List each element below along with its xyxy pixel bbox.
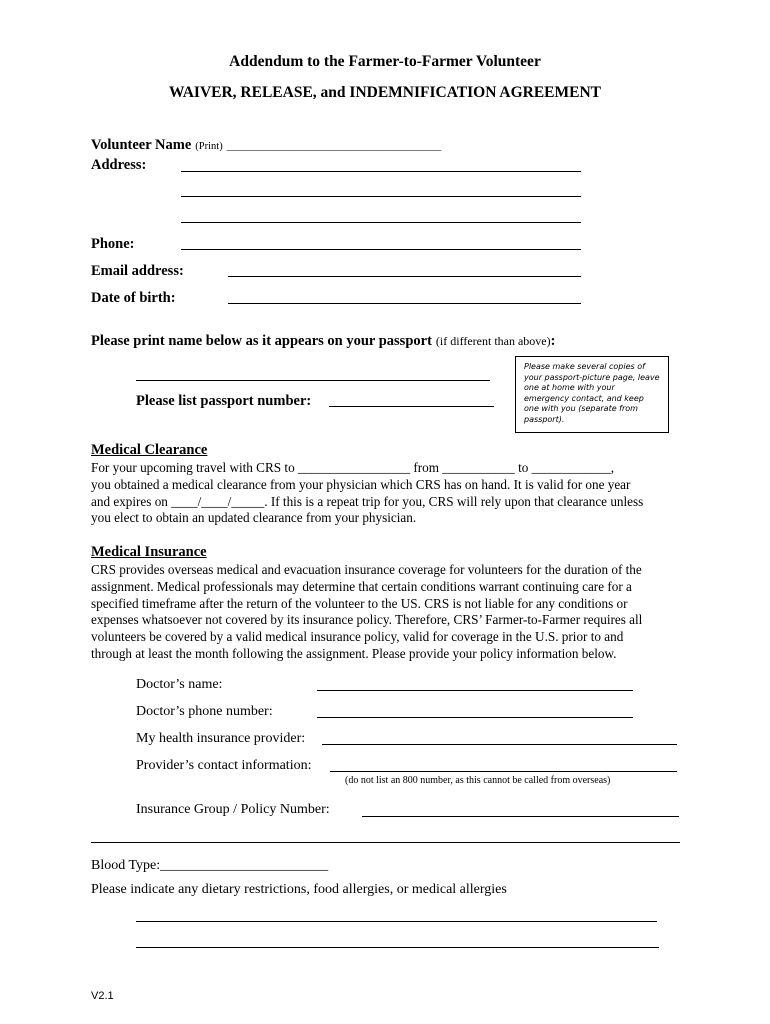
passport-copies-note: Please make several copies of your passport-picture page, leave one at home with your emergency contact, and keep one with you (separate from passport). — [515, 356, 669, 433]
medical-insurance-line: volunteers be covered by a valid medical insurance policy, valid for coverage in the U.S. prior to and — [91, 629, 624, 645]
medical-insurance-line: expenses whatsoever not covered by its insurance policy. Therefore, CRS’ Farmer-to-Farmer requires all — [91, 612, 643, 628]
email-field[interactable] — [228, 276, 581, 277]
doctor-phone-label: Doctor’s phone number: — [136, 704, 273, 719]
document-title-line-1: Addendum to the Farmer-to-Farmer Volunteer — [229, 53, 541, 70]
medical-insurance-paragraph — [91, 562, 642, 663]
doctor-phone-field[interactable] — [317, 717, 633, 718]
passport-name-label: Please print name below as it appears on your passport — [91, 333, 432, 349]
address-line-3-field[interactable] — [181, 222, 581, 223]
doctor-name-field[interactable] — [317, 690, 633, 691]
medical-insurance-line: specified timeframe after the return of the volunteer to the US. CRS is not liable for any conditions or — [91, 595, 628, 611]
medical-clearance-heading: Medical Clearance — [91, 442, 208, 458]
phone-label: Phone: — [91, 236, 135, 252]
date-of-birth-label: Date of birth: — [91, 290, 176, 306]
medical-clearance-line: and expires on ____/____/_____. If this is a repeat trip for you, CRS will rely upon that clearance unless — [91, 493, 644, 509]
policy-number-label: Insurance Group / Policy Number: — [136, 802, 330, 817]
address-line-2-field[interactable] — [181, 196, 581, 197]
provider-contact-field[interactable] — [330, 771, 677, 772]
email-label: Email address: — [91, 263, 184, 279]
medical-clearance-line: For your upcoming travel with CRS to _________________ from ___________ to ____________, — [91, 460, 615, 475]
address-label: Address: — [91, 157, 147, 173]
blood-type-label: Blood Type: — [91, 858, 161, 873]
document-title-line-2: WAIVER, RELEASE, and INDEMNIFICATION AGREEMENT — [168, 84, 602, 101]
blood-type-field[interactable]: ________________________ — [160, 858, 329, 873]
blood-type-row — [91, 856, 328, 874]
medical-clearance-paragraph — [91, 460, 643, 527]
provider-contact-note: (do not list an 800 number, as this cannot be called from overseas) — [345, 775, 611, 786]
volunteer-name-row — [91, 136, 441, 154]
insurance-provider-label: My health insurance provider: — [136, 731, 306, 746]
passport-name-prompt — [91, 332, 555, 350]
passport-number-field[interactable] — [329, 406, 494, 407]
passport-number-label: Please list passport number: — [136, 393, 312, 409]
provider-contact-label: Provider’s contact information: — [136, 758, 312, 773]
version-label: V2.1 — [91, 990, 114, 1002]
doctor-name-label: Doctor’s name: — [136, 677, 223, 692]
allergies-line-1-field[interactable] — [136, 921, 657, 922]
volunteer-name-label: Volunteer Name — [91, 137, 192, 153]
medical-clearance-line: you obtained a medical clearance from your physician which CRS has on hand. It is valid for one year — [91, 476, 631, 492]
allergies-prompt: Please indicate any dietary restrictions, food allergies, or medical allergies — [91, 882, 507, 897]
phone-field[interactable] — [181, 249, 581, 250]
medical-insurance-heading: Medical Insurance — [91, 544, 207, 560]
address-line-1-field[interactable] — [181, 171, 581, 172]
medical-clearance-line: you elect to obtain an updated clearance from your physician. — [91, 510, 417, 526]
section-divider — [91, 842, 680, 843]
allergies-line-2-field[interactable] — [136, 947, 659, 948]
date-of-birth-field[interactable] — [228, 303, 581, 304]
medical-insurance-line: CRS provides overseas medical and evacuation insurance coverage for volunteers for the duration of the — [91, 562, 642, 577]
medical-insurance-line: through at least the month following the assignment. Please provide your policy information below. — [91, 645, 617, 661]
passport-name-colon: : — [550, 333, 556, 349]
insurance-provider-field[interactable] — [322, 744, 677, 745]
passport-name-hint: (if different than above) — [435, 334, 551, 348]
medical-insurance-line: assignment. Medical professionals may determine that certain conditions warrant continuing care for a — [91, 578, 632, 594]
passport-name-field[interactable] — [136, 380, 490, 381]
volunteer-name-field[interactable]: _______________________________________ — [226, 140, 442, 152]
volunteer-name-hint: (Print) — [195, 141, 223, 152]
policy-number-field[interactable] — [362, 816, 679, 817]
